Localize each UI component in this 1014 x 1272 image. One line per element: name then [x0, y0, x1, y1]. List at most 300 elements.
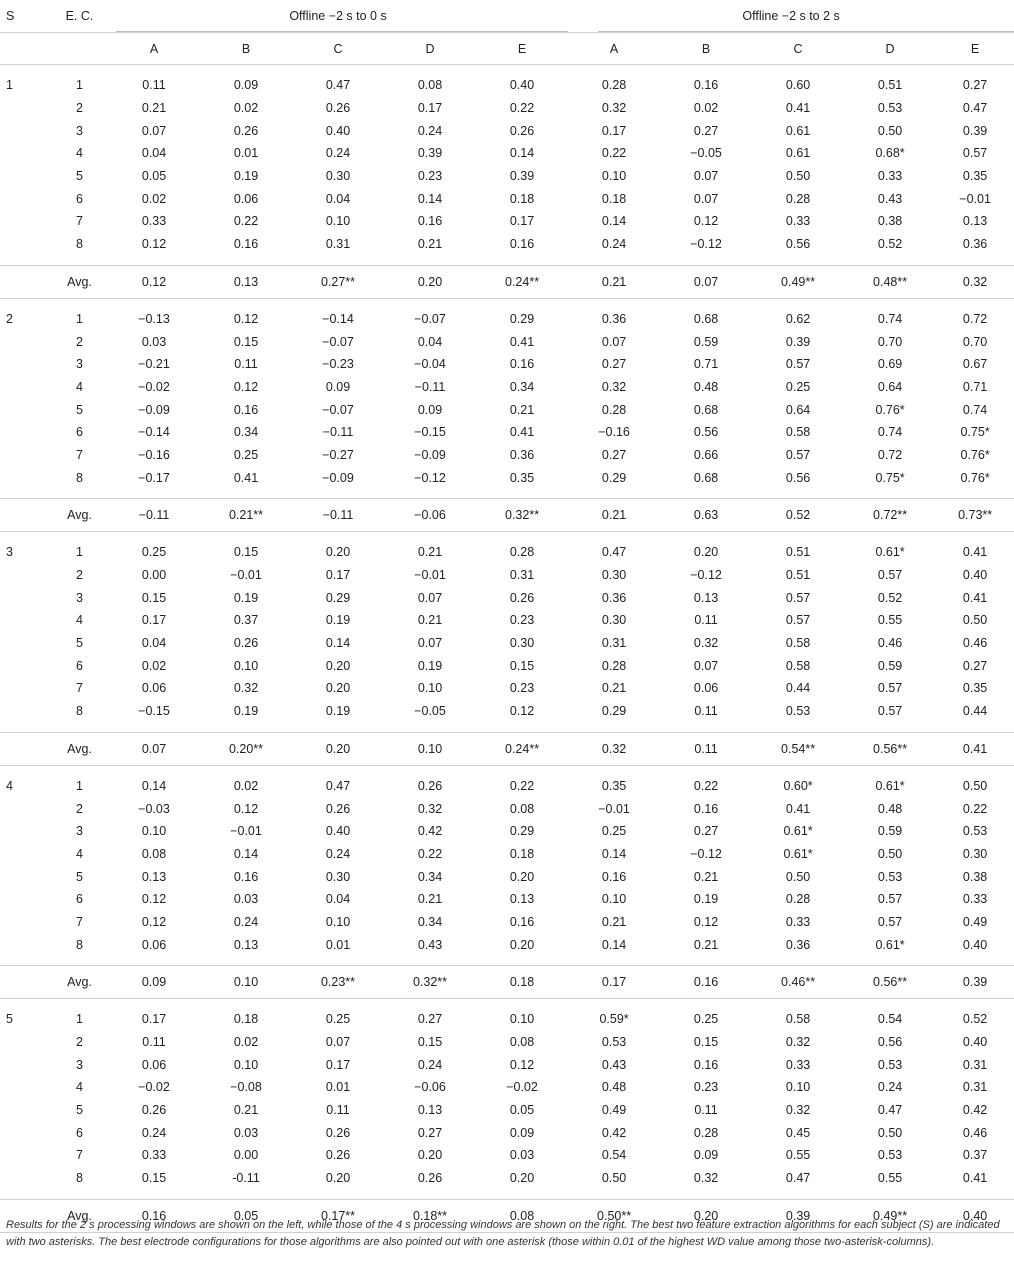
value-cell: 0.29 — [601, 704, 627, 719]
value-cell: 0.27 — [962, 658, 988, 673]
ec-label: 1 — [76, 1012, 83, 1027]
value-cell: 0.57 — [877, 704, 903, 719]
spacer-cell — [0, 999, 1014, 1009]
value-cell: 0.61* — [875, 545, 905, 560]
ec-label: 4 — [76, 613, 83, 628]
value-cell: 0.26 — [509, 123, 535, 138]
value-cell: 0.12 — [509, 704, 535, 719]
value-cell: −0.06 — [414, 1080, 446, 1095]
avg-value-cell: 0.13 — [200, 265, 292, 298]
table-row — [0, 654, 1014, 677]
value-cell: 0.46 — [962, 636, 988, 651]
avg-value-cell: 0.24** — [476, 732, 568, 765]
value-cell: 0.25 — [141, 545, 167, 560]
value-cell: 0.35 — [962, 681, 988, 696]
spacer-row — [0, 489, 1014, 499]
avg-value-cell: 0.39 — [752, 1199, 844, 1232]
ec-label: 1 — [76, 311, 83, 326]
value-cell: 0.71 — [693, 357, 719, 372]
value-cell: 0.21 — [417, 892, 443, 907]
subject-blank — [0, 1121, 51, 1144]
value-cell: −0.09 — [138, 402, 170, 417]
value-cell: −0.04 — [414, 357, 446, 372]
value-cell: 0.07 — [325, 1035, 351, 1050]
value-cell: 0.04 — [325, 892, 351, 907]
value-cell: 0.13 — [962, 214, 988, 229]
value-cell: 0.16 — [233, 237, 259, 252]
value-cell: 0.24 — [417, 123, 443, 138]
value-cell: 0.40 — [509, 78, 535, 93]
table-row — [0, 398, 1014, 421]
value-cell: 0.39 — [417, 146, 443, 161]
value-cell: 0.08 — [509, 801, 535, 816]
value-cell: 0.33 — [141, 1148, 167, 1163]
value-cell: 0.40 — [962, 937, 988, 952]
table-row — [0, 421, 1014, 444]
value-cell: 0.53 — [877, 1057, 903, 1072]
table-row — [0, 119, 1014, 142]
value-cell: 0.57 — [877, 568, 903, 583]
value-cell: 0.31 — [601, 636, 627, 651]
value-cell: 0.56 — [693, 425, 719, 440]
value-cell: 0.22 — [601, 146, 627, 161]
value-cell: 0.19 — [325, 704, 351, 719]
value-cell: 0.41 — [962, 590, 988, 605]
avg-value-cell: 0.46** — [752, 966, 844, 999]
value-cell: 0.28 — [785, 191, 811, 206]
value-cell: 0.07 — [601, 334, 627, 349]
value-cell: 0.05 — [509, 1103, 535, 1118]
avg-label: Avg. — [51, 1199, 108, 1232]
value-cell: 0.12 — [141, 914, 167, 929]
value-cell: −0.21 — [138, 357, 170, 372]
ec-label: 1 — [76, 545, 83, 560]
value-cell: 0.03 — [233, 892, 259, 907]
value-cell: −0.03 — [138, 801, 170, 816]
avg-value-cell: 0.20** — [200, 732, 292, 765]
avg-value-cell: 0.07 — [660, 265, 752, 298]
value-cell: −0.01 — [414, 568, 446, 583]
value-cell: 0.56 — [877, 1035, 903, 1050]
value-cell: 0.20 — [325, 681, 351, 696]
value-cell: 0.55 — [785, 1148, 811, 1163]
value-cell: 0.68 — [693, 402, 719, 417]
value-cell: 0.50 — [962, 778, 988, 793]
spacer-cell — [0, 765, 1014, 775]
value-cell: 0.28 — [693, 1125, 719, 1140]
avg-value-cell: 0.12 — [108, 265, 200, 298]
value-cell: 0.47 — [601, 545, 627, 560]
value-cell: 0.68 — [693, 311, 719, 326]
avg-value-cell: 0.18** — [384, 1199, 476, 1232]
avg-value-cell: 0.32** — [384, 966, 476, 999]
subject-blank — [0, 700, 51, 723]
ec-label: 8 — [76, 937, 83, 952]
group-left-underline — [116, 31, 568, 32]
header-col-a-right: A — [568, 33, 660, 65]
value-cell: 0.13 — [509, 892, 535, 907]
value-cell: 0.76* — [875, 402, 905, 417]
ec-label: 6 — [76, 658, 83, 673]
value-cell: 0.39 — [785, 334, 811, 349]
value-cell: 0.75* — [960, 425, 990, 440]
value-cell: 0.25 — [601, 824, 627, 839]
value-cell: 0.41 — [962, 1171, 988, 1186]
value-cell: −0.07 — [322, 334, 354, 349]
value-cell: −0.11 — [322, 425, 354, 440]
spacer-cell — [0, 1190, 1014, 1200]
value-cell: 0.22 — [509, 778, 535, 793]
value-cell: 0.33 — [785, 214, 811, 229]
value-cell: 0.48 — [877, 801, 903, 816]
value-cell: 0.07 — [693, 191, 719, 206]
value-cell: 0.52 — [962, 1012, 988, 1027]
value-cell: 0.50 — [785, 169, 811, 184]
subject-label: 2 — [6, 311, 13, 326]
value-cell: −0.09 — [322, 470, 354, 485]
value-cell: −0.15 — [414, 425, 446, 440]
avg-value-cell: 0.11 — [660, 732, 752, 765]
value-cell: 0.07 — [417, 636, 443, 651]
spacer-cell — [0, 956, 1014, 966]
value-cell: 0.41 — [785, 801, 811, 816]
spacer-row — [0, 999, 1014, 1009]
table-row — [0, 376, 1014, 399]
ec-label: 4 — [76, 1080, 83, 1095]
value-cell: 0.11 — [694, 1103, 718, 1118]
value-cell: 0.00 — [233, 1148, 259, 1163]
value-cell: 0.21 — [601, 681, 627, 696]
value-cell: 0.34 — [509, 379, 535, 394]
avg-value-cell: 0.21** — [200, 499, 292, 532]
value-cell: 0.16 — [509, 914, 535, 929]
value-cell: 0.50 — [785, 869, 811, 884]
value-cell: 0.10 — [601, 892, 627, 907]
ec-label: 7 — [76, 447, 83, 462]
value-cell: 0.26 — [233, 123, 259, 138]
value-cell: 0.14 — [601, 846, 627, 861]
value-cell: 0.07 — [417, 590, 443, 605]
value-cell: 0.15 — [509, 658, 535, 673]
spacer-cell — [0, 489, 1014, 499]
spacer-cell — [0, 298, 1014, 308]
value-cell: 0.50 — [877, 123, 903, 138]
value-cell: 0.04 — [141, 636, 167, 651]
value-cell: −0.27 — [322, 447, 354, 462]
avg-label: Avg. — [51, 966, 108, 999]
value-cell: 0.59 — [877, 824, 903, 839]
value-cell: 0.42 — [601, 1125, 627, 1140]
value-cell: 0.56 — [785, 237, 811, 252]
value-cell: 0.57 — [962, 146, 988, 161]
value-cell: 0.40 — [962, 568, 988, 583]
value-cell: 0.11 — [234, 357, 258, 372]
value-cell: 0.14 — [509, 146, 535, 161]
avg-value-cell: 0.54** — [752, 732, 844, 765]
subject-blank — [0, 398, 51, 421]
spacer-row — [0, 65, 1014, 75]
value-cell: 0.28 — [601, 402, 627, 417]
avg-value-cell: 0.27** — [292, 265, 384, 298]
value-cell: 0.17 — [509, 214, 535, 229]
value-cell: 0.04 — [141, 146, 167, 161]
value-cell: −0.12 — [690, 846, 722, 861]
value-cell: 0.55 — [877, 1171, 903, 1186]
value-cell: 0.24 — [233, 914, 259, 929]
subject-blank — [0, 677, 51, 700]
table-row — [0, 1099, 1014, 1122]
value-cell: 0.11 — [142, 78, 166, 93]
value-cell: 0.15 — [141, 590, 167, 605]
value-cell: 0.19 — [233, 704, 259, 719]
avg-value-cell: 0.18 — [476, 966, 568, 999]
value-cell: 0.28 — [601, 658, 627, 673]
avg-value-cell: −0.06 — [384, 499, 476, 532]
value-cell: 0.57 — [877, 681, 903, 696]
value-cell: 0.43 — [417, 937, 443, 952]
value-cell: 0.22 — [509, 101, 535, 116]
value-cell: 0.27 — [417, 1125, 443, 1140]
ec-label: 3 — [76, 824, 83, 839]
value-cell: 0.58 — [785, 1012, 811, 1027]
table-row — [0, 444, 1014, 467]
value-cell: 0.21 — [509, 402, 535, 417]
spacer-row — [0, 1190, 1014, 1200]
value-cell: 0.44 — [962, 704, 988, 719]
subject-blank — [0, 865, 51, 888]
subject-blank — [0, 1076, 51, 1099]
value-cell: 0.17 — [141, 613, 167, 628]
avg-value-cell: 0.56** — [844, 732, 936, 765]
ec-label: 7 — [76, 681, 83, 696]
ec-label: 7 — [76, 914, 83, 929]
value-cell: 0.22 — [962, 801, 988, 816]
subject-blank — [0, 564, 51, 587]
value-cell: 0.51 — [785, 545, 811, 560]
value-cell: 0.32 — [785, 1103, 811, 1118]
value-cell: 0.26 — [417, 1171, 443, 1186]
value-cell: 0.42 — [417, 824, 443, 839]
value-cell: 0.09 — [325, 379, 351, 394]
avg-value-cell: 0.05 — [200, 1199, 292, 1232]
value-cell: 0.51 — [785, 568, 811, 583]
value-cell: 0.12 — [233, 311, 259, 326]
table-row — [0, 1008, 1014, 1031]
subject-blank — [0, 330, 51, 353]
ec-label: 6 — [76, 191, 83, 206]
value-cell: 0.58 — [785, 425, 811, 440]
avg-value-cell: 0.39 — [936, 966, 1014, 999]
value-cell: 0.16 — [509, 357, 535, 372]
value-cell: 0.20 — [509, 869, 535, 884]
ec-label: 4 — [76, 846, 83, 861]
header-col-b-right: B — [660, 33, 752, 65]
value-cell: −0.01 — [230, 568, 262, 583]
ec-label: 3 — [76, 357, 83, 372]
value-cell: 0.26 — [325, 1125, 351, 1140]
table-row — [0, 541, 1014, 564]
value-cell: 0.24 — [877, 1080, 903, 1095]
subject-blank — [0, 210, 51, 233]
value-cell: 0.30 — [325, 169, 351, 184]
value-cell: 0.70 — [962, 334, 988, 349]
value-cell: 0.59 — [877, 658, 903, 673]
subject-blank — [0, 1031, 51, 1054]
table-row — [0, 700, 1014, 723]
value-cell: 0.40 — [325, 824, 351, 839]
value-cell: 0.69 — [877, 357, 903, 372]
value-cell: 0.41 — [785, 101, 811, 116]
value-cell: 0.08 — [141, 846, 167, 861]
value-cell: 0.39 — [509, 169, 535, 184]
value-cell: 0.10 — [141, 824, 167, 839]
avg-value-cell: 0.63 — [660, 499, 752, 532]
subject-blank — [0, 888, 51, 911]
value-cell: 0.07 — [693, 169, 719, 184]
table-row — [0, 911, 1014, 934]
avg-value-cell: 0.48** — [844, 265, 936, 298]
value-cell: 0.16 — [233, 869, 259, 884]
value-cell: 0.16 — [693, 1057, 719, 1072]
value-cell: 0.57 — [785, 357, 811, 372]
value-cell: 0.75* — [875, 470, 905, 485]
value-cell: 0.21 — [417, 545, 443, 560]
avg-value-cell: 0.20 — [292, 732, 384, 765]
value-cell: 0.23 — [509, 613, 535, 628]
value-cell: 0.30 — [509, 636, 535, 651]
value-cell: 0.49 — [601, 1103, 627, 1118]
header-row-groups — [0, 0, 1014, 33]
value-cell: 0.32 — [233, 681, 259, 696]
ec-label: 2 — [76, 1035, 83, 1050]
subject-label: 3 — [6, 545, 13, 560]
table-row — [0, 1053, 1014, 1076]
ec-label: 1 — [76, 778, 83, 793]
value-cell: 0.47 — [962, 101, 988, 116]
avg-value-cell: 0.32 — [936, 265, 1014, 298]
value-cell: −0.17 — [138, 470, 170, 485]
value-cell: 0.16 — [417, 214, 443, 229]
value-cell: 0.19 — [693, 892, 719, 907]
value-cell: 0.55 — [877, 613, 903, 628]
subject-blank — [0, 421, 51, 444]
subject-blank — [0, 119, 51, 142]
value-cell: 0.50 — [962, 613, 988, 628]
value-cell: 0.27 — [962, 78, 988, 93]
value-cell: 0.18 — [509, 846, 535, 861]
value-cell: 0.20 — [417, 1148, 443, 1163]
value-cell: 0.31 — [962, 1057, 988, 1072]
value-cell: 0.61* — [783, 824, 813, 839]
value-cell: 0.14 — [325, 636, 351, 651]
table-row — [0, 1031, 1014, 1054]
value-cell: 0.03 — [233, 1125, 259, 1140]
value-cell: −0.01 — [230, 824, 262, 839]
value-cell: 0.35 — [962, 169, 988, 184]
avg-value-cell: 0.16 — [108, 1199, 200, 1232]
value-cell: 0.16 — [233, 402, 259, 417]
value-cell: 0.21 — [601, 914, 627, 929]
table-row — [0, 775, 1014, 798]
subject-blank — [0, 911, 51, 934]
value-cell: 0.23 — [693, 1080, 719, 1095]
ec-label: 5 — [76, 636, 83, 651]
value-cell: -0.11 — [232, 1171, 260, 1186]
value-cell: 0.33 — [877, 169, 903, 184]
value-cell: −0.13 — [138, 311, 170, 326]
value-cell: 0.15 — [141, 1171, 167, 1186]
value-cell: −0.16 — [138, 447, 170, 462]
value-cell: 0.10 — [417, 681, 443, 696]
value-cell: 0.19 — [325, 613, 351, 628]
value-cell: 0.32 — [417, 801, 443, 816]
avg-value-cell: 0.40 — [936, 1199, 1014, 1232]
subject-blank — [0, 1167, 51, 1190]
value-cell: 0.66 — [693, 447, 719, 462]
value-cell: 0.28 — [509, 545, 535, 560]
value-cell: 0.09 — [417, 402, 443, 417]
value-cell: 0.20 — [325, 545, 351, 560]
subject-blank — [0, 353, 51, 376]
value-cell: −0.01 — [959, 191, 991, 206]
value-cell: 0.07 — [693, 658, 719, 673]
value-cell: 0.09 — [233, 78, 259, 93]
value-cell: 0.25 — [325, 1012, 351, 1027]
subject-blank — [0, 97, 51, 120]
spacer-row — [0, 532, 1014, 542]
value-cell: 0.31 — [509, 568, 535, 583]
ec-label: 3 — [76, 590, 83, 605]
value-cell: 0.09 — [693, 1148, 719, 1163]
avg-value-cell: 0.49** — [752, 265, 844, 298]
avg-value-cell: 0.32** — [476, 499, 568, 532]
value-cell: 0.30 — [601, 568, 627, 583]
avg-value-cell: 0.17** — [292, 1199, 384, 1232]
value-cell: 0.26 — [325, 1148, 351, 1163]
value-cell: 0.27 — [601, 357, 627, 372]
ec-label: 2 — [76, 568, 83, 583]
value-cell: 0.64 — [785, 402, 811, 417]
value-cell: 0.54 — [877, 1012, 903, 1027]
value-cell: 0.02 — [233, 1035, 259, 1050]
avg-value-cell: −0.11 — [108, 499, 200, 532]
subject-blank — [0, 586, 51, 609]
value-cell: 0.11 — [694, 613, 718, 628]
value-cell: 0.11 — [326, 1103, 350, 1118]
value-cell: 0.14 — [417, 191, 443, 206]
subject-blank — [0, 1053, 51, 1076]
value-cell: 0.21 — [141, 101, 167, 116]
value-cell: 0.38 — [962, 869, 988, 884]
value-cell: 0.28 — [601, 78, 627, 93]
value-cell: 0.57 — [785, 590, 811, 605]
value-cell: 0.27 — [601, 447, 627, 462]
value-cell: 0.48 — [693, 379, 719, 394]
ec-label: 4 — [76, 146, 83, 161]
ec-label: 6 — [76, 1125, 83, 1140]
value-cell: 0.20 — [509, 937, 535, 952]
value-cell: 0.28 — [785, 892, 811, 907]
spacer-row — [0, 723, 1014, 733]
value-cell: 0.36 — [601, 311, 627, 326]
value-cell: 0.53 — [877, 1148, 903, 1163]
ec-label: 1 — [76, 78, 83, 93]
value-cell: 0.61 — [785, 123, 811, 138]
table-row — [0, 888, 1014, 911]
avg-value-cell: 0.32 — [568, 732, 660, 765]
avg-value-cell: −0.11 — [292, 499, 384, 532]
table-row — [0, 330, 1014, 353]
